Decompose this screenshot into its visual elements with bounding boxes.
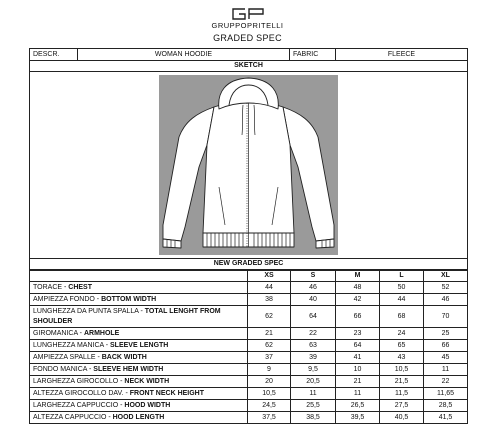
measure-value: 48 — [336, 282, 380, 294]
table-row — [30, 352, 468, 364]
sketch-image — [159, 75, 338, 255]
measure-name-it: LARGHEZZA CAPPUCCIO - — [33, 401, 125, 409]
size-header: S — [291, 271, 336, 282]
measure-name — [30, 412, 248, 424]
spec-rows — [30, 282, 468, 424]
measure-value: 22 — [424, 376, 468, 388]
spec-label-row — [30, 259, 468, 270]
document-title: GRADED SPEC — [213, 33, 282, 43]
sketch-row — [30, 72, 468, 259]
measure-value: 64 — [291, 306, 336, 328]
measure-name-en: BACK WIDTH — [101, 353, 147, 361]
table-row — [30, 282, 468, 294]
measure-value: 20 — [248, 376, 291, 388]
sketch-cell — [30, 72, 468, 259]
size-header: XS — [248, 271, 291, 282]
measure-name-it: GIROMANICA - — [33, 329, 84, 337]
measure-value: 38,5 — [291, 412, 336, 424]
measure-value: 45 — [424, 352, 468, 364]
descr-value: WOMAN HOODIE — [78, 49, 290, 61]
header-table — [29, 48, 468, 270]
measure-name-it: TORACE - — [33, 283, 69, 291]
measure-value: 11,65 — [424, 388, 468, 400]
measure-value: 38 — [248, 294, 291, 306]
measure-name — [30, 364, 248, 376]
measure-value: 9,5 — [291, 364, 336, 376]
descr-label: DESCR. — [30, 49, 78, 61]
table-row — [30, 400, 468, 412]
measure-value: 22 — [291, 328, 336, 340]
measure-value: 41,5 — [424, 412, 468, 424]
table-row — [30, 294, 468, 306]
table-row — [30, 328, 468, 340]
table-row — [30, 364, 468, 376]
measure-value: 42 — [336, 294, 380, 306]
measure-value: 39 — [291, 352, 336, 364]
measure-name-en: CHEST — [68, 283, 92, 291]
measure-value: 66 — [424, 340, 468, 352]
table-row — [30, 376, 468, 388]
table-row — [30, 412, 468, 424]
measure-value: 21,5 — [380, 376, 424, 388]
size-header: XL — [424, 271, 468, 282]
size-header-row — [30, 271, 468, 282]
measure-value: 66 — [336, 306, 380, 328]
spec-sheet — [29, 48, 467, 424]
measure-value: 40 — [291, 294, 336, 306]
measure-name-en: BOTTOM WIDTH — [101, 295, 157, 303]
fabric-value: FLEECE — [336, 49, 468, 61]
measure-value: 64 — [336, 340, 380, 352]
measure-value: 27,5 — [380, 400, 424, 412]
measure-value: 25 — [424, 328, 468, 340]
measure-name — [30, 388, 248, 400]
measure-value: 24,5 — [248, 400, 291, 412]
measure-value: 62 — [248, 340, 291, 352]
measure-value: 21 — [248, 328, 291, 340]
measure-value: 25,5 — [291, 400, 336, 412]
measure-name-en: FRONT NECK HEIGHT — [129, 389, 205, 397]
table-row — [30, 340, 468, 352]
measure-value: 11 — [424, 364, 468, 376]
sketch-label-row — [30, 61, 468, 72]
measure-value: 65 — [380, 340, 424, 352]
measure-value: 11 — [336, 388, 380, 400]
measure-value: 11,5 — [380, 388, 424, 400]
measure-name-en: TOTAL LENGHT FROM SHOULDER — [33, 307, 221, 325]
measure-name — [30, 352, 248, 364]
measure-value: 28,5 — [424, 400, 468, 412]
measure-name-it: ALTEZZA CAPPUCCIO - — [33, 413, 113, 421]
measure-value: 62 — [248, 306, 291, 328]
measure-value: 41 — [336, 352, 380, 364]
measure-name — [30, 306, 248, 328]
measure-name-it: LUNGHEZZA MANICA - — [33, 341, 111, 349]
measure-value: 21 — [336, 376, 380, 388]
measure-name-it: LUNGHEZZA DA PUNTA SPALLA - — [33, 307, 145, 315]
measure-value: 44 — [248, 282, 291, 294]
measure-value: 68 — [380, 306, 424, 328]
measure-header — [30, 271, 248, 282]
measure-name-en: NECK WIDTH — [124, 377, 170, 385]
measure-value: 52 — [424, 282, 468, 294]
table-row — [30, 306, 468, 328]
measure-name-it: AMPIEZZA SPALLE - — [33, 353, 102, 361]
measure-name-it: FONDO MANICA - — [33, 365, 94, 373]
graded-spec-table — [29, 270, 468, 424]
measure-value: 23 — [336, 328, 380, 340]
measure-value: 40,5 — [380, 412, 424, 424]
measure-name-it: ALTEZZA GIROCOLLO DAV. - — [33, 389, 130, 397]
measure-name-en: SLEEVE HEM WIDTH — [93, 365, 164, 373]
measure-value: 39,5 — [336, 412, 380, 424]
measure-value: 20,5 — [291, 376, 336, 388]
measure-value: 37 — [248, 352, 291, 364]
measure-value: 70 — [424, 306, 468, 328]
fabric-label: FABRIC — [290, 49, 336, 61]
measure-value: 10,5 — [380, 364, 424, 376]
measure-value: 46 — [291, 282, 336, 294]
header-row — [30, 49, 468, 61]
measure-name — [30, 282, 248, 294]
measure-name-it: LARGHEZZA GIROCOLLO - — [33, 377, 125, 385]
measure-value: 43 — [380, 352, 424, 364]
measure-name-en: HOOD LENGTH — [112, 413, 165, 421]
measure-name — [30, 400, 248, 412]
sketch-label: SKETCH — [30, 61, 468, 72]
measure-value: 24 — [380, 328, 424, 340]
measure-name-en: HOOD WIDTH — [124, 401, 171, 409]
measure-value: 63 — [291, 340, 336, 352]
measure-value: 26,5 — [336, 400, 380, 412]
size-header: L — [380, 271, 424, 282]
measure-name — [30, 294, 248, 306]
measure-value: 44 — [380, 294, 424, 306]
measure-value: 37,5 — [248, 412, 291, 424]
table-row — [30, 388, 468, 400]
measure-name — [30, 340, 248, 352]
measure-value: 10 — [336, 364, 380, 376]
measure-name-en: ARMHOLE — [83, 329, 120, 337]
gp-logo-icon — [230, 8, 266, 20]
brand-name: GRUPPOPRITELLI — [211, 21, 284, 30]
measure-name — [30, 328, 248, 340]
hoodie-sketch-icon — [159, 75, 338, 255]
measure-value: 9 — [248, 364, 291, 376]
measure-value: 50 — [380, 282, 424, 294]
measure-name — [30, 376, 248, 388]
measure-value: 10,5 — [248, 388, 291, 400]
measure-value: 46 — [424, 294, 468, 306]
brand-logo — [0, 8, 495, 43]
size-header: M — [336, 271, 380, 282]
measure-name-en: SLEEVE LENGTH — [110, 341, 169, 349]
spec-label: NEW GRADED SPEC — [30, 259, 468, 270]
measure-value: 11 — [291, 388, 336, 400]
measure-name-it: AMPIEZZA FONDO - — [33, 295, 102, 303]
